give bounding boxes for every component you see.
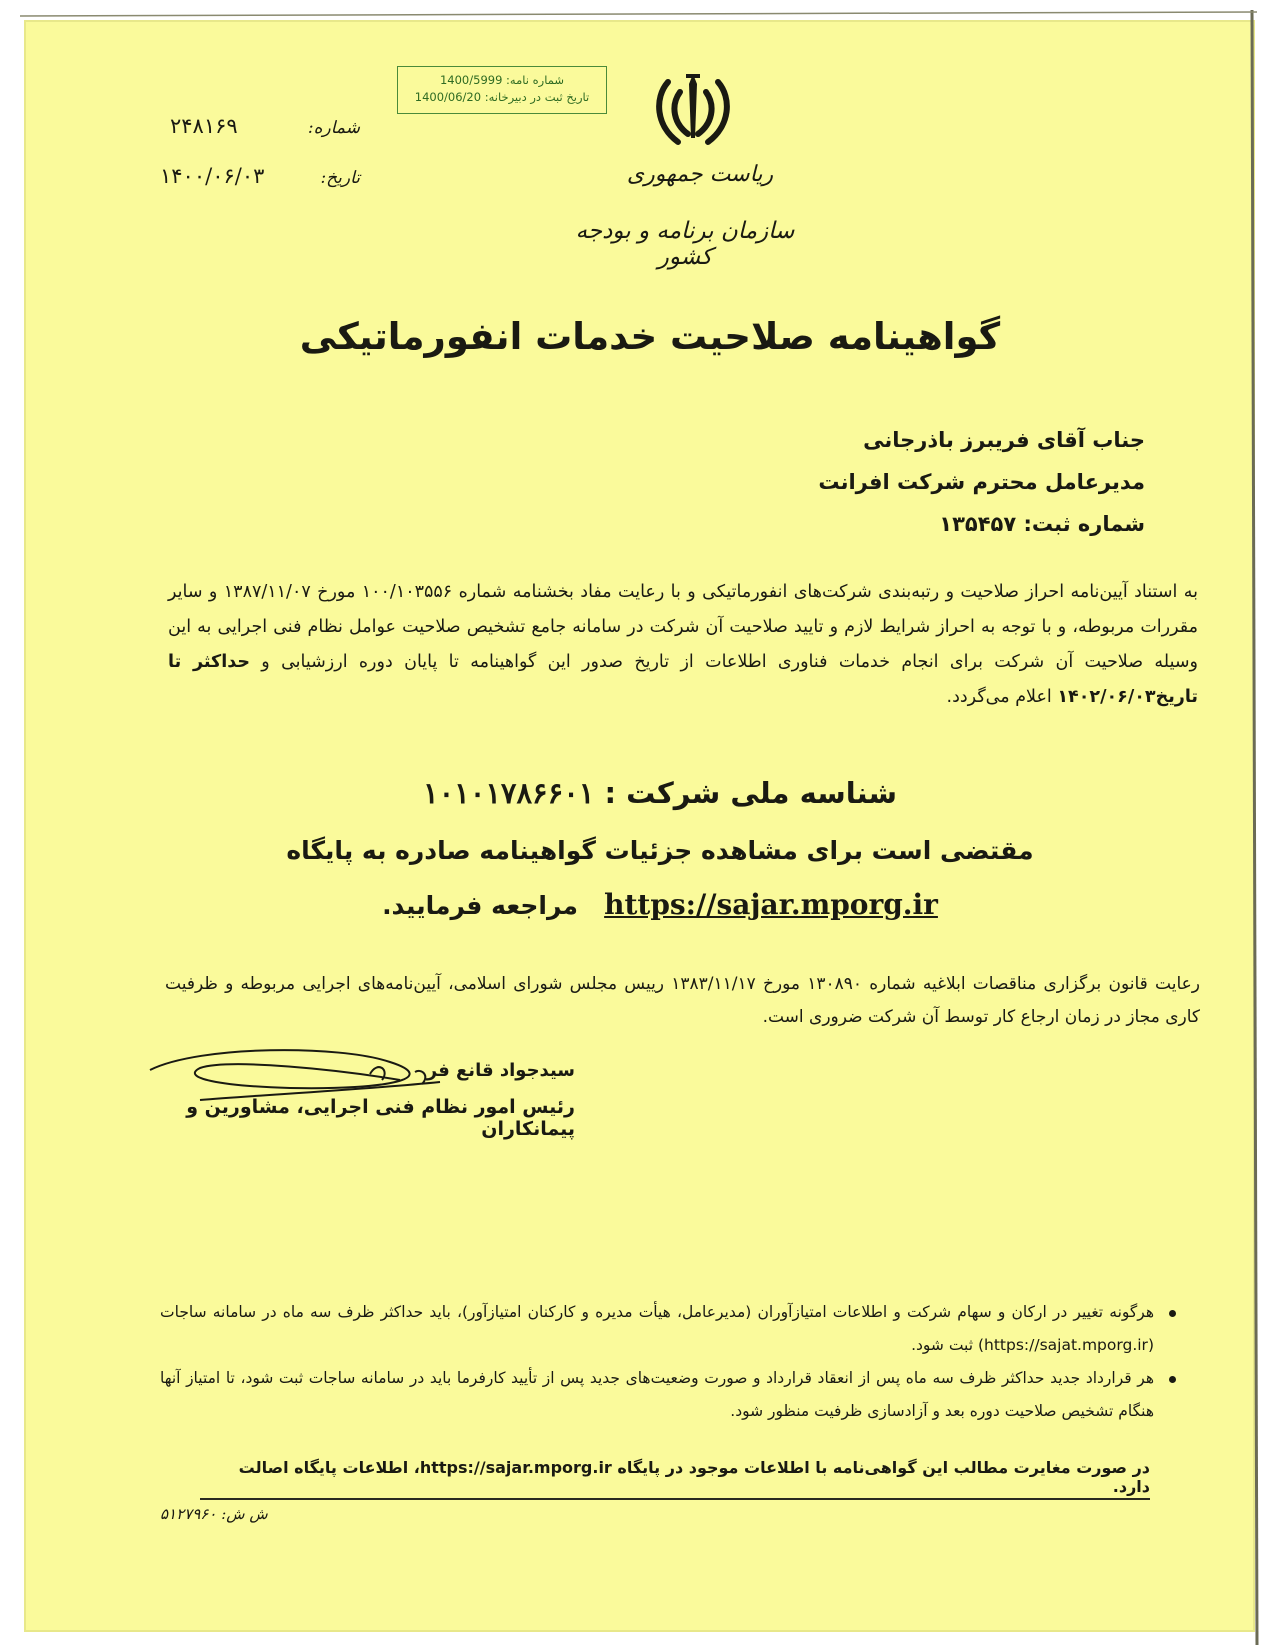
agency-presidency: ریاست جمهوری <box>626 162 774 187</box>
certificate-body <box>168 575 1198 715</box>
body-text: به استناد آیین‌نامه احراز صلاحیت و رتبه‌بندی شرکت‌های انفورماتیکی و با رعایت مفاد بخشنامه شماره ۱۰۰/۱۰۳۵۵۶ مورخ ۱۳۸۷/۱۱/۰۷ و سایر مقررات مربوطه، و با توجه به احراز شرایط لازم و تایید صلاحیت آن شرکت در سامانه جامع تشخیص صلاحیت عوامل نظام فنی اجرایی به این وسیله صلاحیت آن شرکت برای انجام خدمات فناوری اطلاعات از تاریخ صدور این گواهینامه تا پایان دوره ارزشیابی و <box>168 582 1198 672</box>
addressee-title: مدیرعامل محترم شرکت افرانت <box>818 470 1145 494</box>
iran-emblem-icon <box>650 68 736 152</box>
company-national-id <box>200 776 1120 810</box>
page-title: گواهینامه صلاحیت خدمات انفورماتیکی <box>299 315 1001 358</box>
footer-authenticity-note: در صورت مغایرت مطالب این گواهی‌نامه با اطلاعات موجود در پایگاه https://sajar.mporg.ir، اطلاعات پایگاه اصالت دارد. <box>200 1458 1150 1500</box>
notes-list <box>160 1296 1180 1428</box>
signer-position: رئیس امور نظام فنی اجرایی، مشاورین و پیمانکاران <box>186 1096 575 1140</box>
bullet-icon <box>1169 1376 1176 1383</box>
date-value: ۱۴۰۰/۰۶/۰۳ <box>160 164 265 188</box>
instruction-refer: مراجعه فرمایید. <box>382 891 578 920</box>
stamp-letter-number: شماره نامه: 1400/5999 <box>439 73 564 87</box>
registration-number: شماره ثبت: ۱۳۵۴۵۷ <box>939 512 1145 536</box>
validity-date: حداکثر تا تاریخ۱۴۰۲/۰۶/۰۳ <box>168 652 1198 707</box>
national-id-label: شناسه ملی شرکت : <box>604 776 897 810</box>
serial-number: ش ش: ۵۱۲۷۹۶۰ <box>160 1505 268 1523</box>
number-value: ۲۴۸۱۶۹ <box>170 114 238 138</box>
list-item: هر قرارداد جدید حداکثر ظرف سه ماه پس از انعقاد قرارداد و صورت وضعیت‌های جدید پس از تأیید کارفرما باید در سامانه ساجات ثبت شود، تا امتیاز آنها هنگام تشخیص صلاحیت دوره بعد و آزادسازی ظرفیت منظور شود. <box>160 1362 1180 1428</box>
date-label: تاریخ: <box>320 168 360 188</box>
addressee-name: جناب آقای فریبرز باذرجانی <box>863 428 1145 452</box>
list-item: هرگونه تغییر در ارکان و سهام شرکت و اطلاعات امتیازآوران (مدیرعامل، هیأت مدیره و کارکنان امتیازآور)، باید حداکثر ظرف سه ماه در سامانه ساجات (https://sajat.mporg.ir) ثبت شود. <box>160 1296 1180 1362</box>
sajat-link[interactable]: https://sajat.mporg.ir <box>984 1336 1148 1354</box>
stamp-registry-date: تاریخ ثبت در دبیرخانه: 1400/06/20 <box>414 90 590 104</box>
instruction-link-line <box>200 888 1120 921</box>
body-tail: اعلام می‌گردد. <box>946 687 1052 707</box>
registry-stamp <box>397 66 607 114</box>
sajar-link[interactable]: https://sajar.mporg.ir <box>604 888 938 921</box>
national-id-value: ۱۰۱۰۱۷۸۶۶۰۱ <box>423 776 595 810</box>
number-label: شماره: <box>307 118 360 138</box>
signer-name: سیدجواد قانع فر <box>426 1060 575 1081</box>
bullet-icon <box>1169 1310 1176 1317</box>
law-compliance-note: رعایت قانون برگزاری مناقصات ابلاغیه شماره ۱۳۰۸۹۰ مورخ ۱۳۸۳/۱۱/۱۷ رییس مجلس شورای اسلامی، آیین‌نامه‌های اجرایی مربوطه و ظرفیت کاری مجاز در زمان ارجاع کار توسط آن شرکت ضروری است. <box>165 974 1200 1027</box>
footer-sajar-link[interactable]: https://sajar.mporg.ir <box>419 1458 612 1477</box>
instruction-line: مقتضی است برای مشاهده جزئیات گواهینامه صادره به پایگاه <box>286 836 1034 865</box>
agency-plan-budget-org: سازمان برنامه و بودجه کشور <box>575 218 795 270</box>
